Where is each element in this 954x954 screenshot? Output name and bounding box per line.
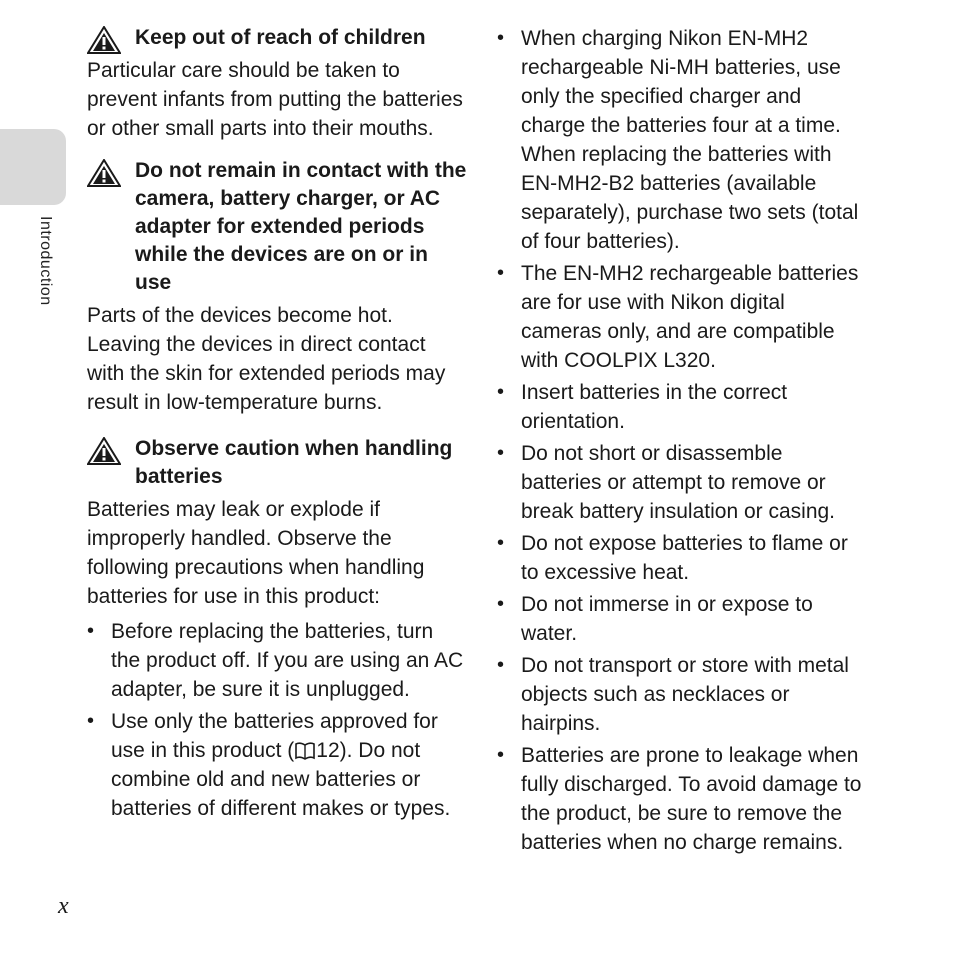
warning-heading-text: Do not remain in contact with the camera, battery charger, or AC adapter for extended periods while the devices are on or in use — [135, 159, 467, 294]
page-number: x — [58, 893, 69, 919]
left-column — [87, 24, 467, 826]
precautions-list-right — [497, 24, 867, 857]
list-item-text: ). Do not combine old and new batteries or batteries of different makes or types. — [111, 739, 451, 820]
warning-hot-devices — [87, 157, 467, 417]
warning-triangle-icon — [87, 437, 121, 465]
list-item: • Do not expose batteries to flame or to excessive heat. — [497, 529, 867, 587]
warning-body: Parts of the devices become hot. Leaving the devices in direct contact with the skin for extended periods may result in low-temperature burns. — [87, 304, 446, 414]
right-column — [497, 24, 867, 860]
warning-batteries — [87, 435, 467, 823]
section-label-text: Introduction — [37, 216, 54, 306]
warning-body: Batteries may leak or explode if improperly handled. Observe the following precautions when handling batteries for use in this product: — [87, 498, 425, 608]
list-item: • Do not short or disassemble batteries or attempt to remove or break battery insulation or casing. — [497, 439, 867, 526]
list-item: • When charging Nikon EN-MH2 rechargeable Ni-MH batteries, use only the specified charger and charge the batteries four at a time. When replacing the batteries with EN-MH2-B2 batteries (available separately), purchase two sets (total of four batteries). — [497, 24, 867, 256]
warning-heading — [87, 24, 467, 52]
warning-heading-text: Observe caution when handling batteries — [135, 437, 453, 488]
reference-page: 12 — [316, 739, 340, 762]
section-label — [36, 216, 58, 326]
warning-heading — [87, 435, 467, 491]
book-reference-icon — [295, 742, 315, 760]
warning-body: Particular care should be taken to prevent infants from putting the batteries or other small parts into their mouths. — [87, 59, 463, 140]
precautions-list-left — [87, 617, 467, 823]
list-item: • The EN-MH2 rechargeable batteries are for use with Nikon digital cameras only, and are compatible with COOLPIX L320. — [497, 259, 867, 375]
list-item: • Do not immerse in or expose to water. — [497, 590, 867, 648]
list-item: • Do not transport or store with metal objects such as necklaces or hairpins. — [497, 651, 867, 738]
list-item — [87, 707, 467, 823]
section-tab — [0, 129, 66, 205]
warning-heading — [87, 157, 467, 297]
warning-children — [87, 24, 467, 143]
list-item: • Batteries are prone to leakage when fully discharged. To avoid damage to the product, be sure to remove the batteries when no charge remains. — [497, 741, 867, 857]
warning-triangle-icon — [87, 26, 121, 54]
list-item-text: Use only the batteries approved for use in this product ( — [111, 710, 438, 762]
warning-triangle-icon — [87, 159, 121, 187]
list-item: • Insert batteries in the correct orientation. — [497, 378, 867, 436]
list-item: • Before replacing the batteries, turn the product off. If you are using an AC adapter, be sure it is unplugged. — [87, 617, 467, 704]
warning-heading-text: Keep out of reach of children — [135, 26, 426, 49]
